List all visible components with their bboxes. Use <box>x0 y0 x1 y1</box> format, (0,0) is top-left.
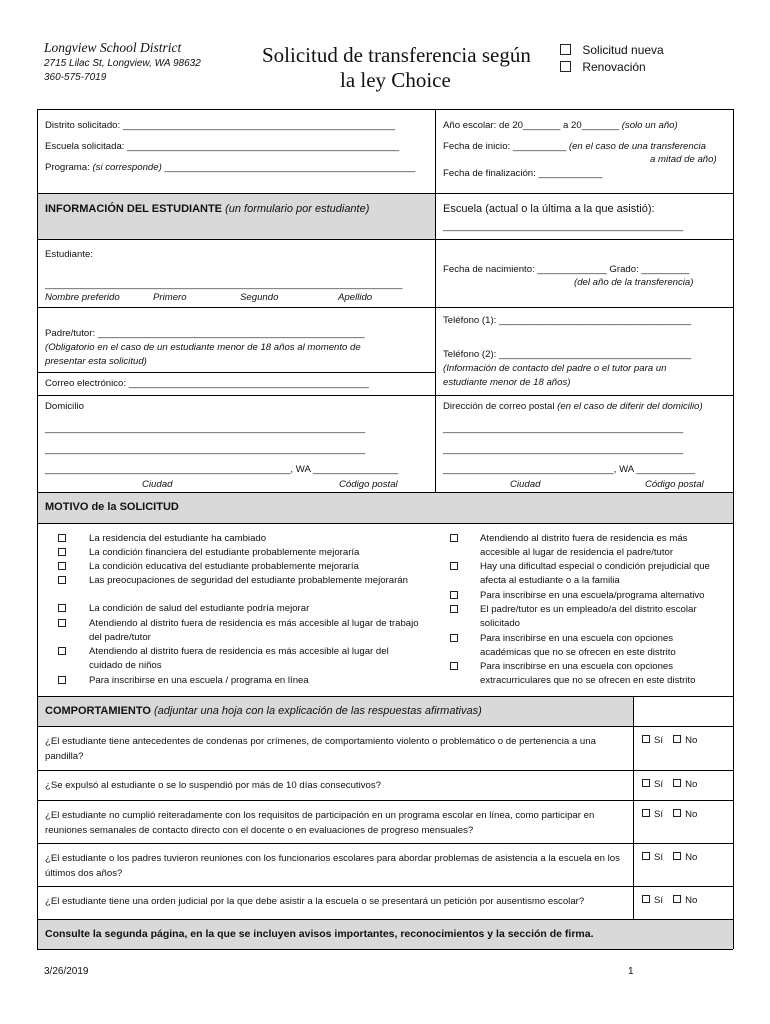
student-heading-bg <box>37 193 435 239</box>
district-address: 2715 Lilac St, Longview, WA 98632 <box>44 58 201 69</box>
mail-line1-field[interactable]: _____________________________________________ <box>443 423 684 434</box>
email-field[interactable]: Correo electrónico: _____________________________________________ <box>45 378 369 389</box>
yes-checkbox[interactable] <box>642 809 650 817</box>
guardian-note1: (Obligatorio en el caso de un estudiante menor de 18 años al momento de <box>45 342 361 353</box>
reason-left-item-label: La residencia del estudiante ha cambiado <box>89 533 267 544</box>
reason-right-item-checkbox[interactable] <box>450 534 458 542</box>
checkbox-renewal[interactable] <box>560 61 571 72</box>
yes-label: Sí <box>654 852 664 863</box>
program-note: (si corresponde) <box>92 162 162 173</box>
mail-label-text: Dirección de correo postal <box>443 401 555 412</box>
behavior-question: ¿El estudiante tiene una orden judicial por la que debe asistir a la escuela o se presentará un petición por ausentismo escolar? <box>45 896 585 907</box>
yes-label: Sí <box>654 735 664 746</box>
yes-checkbox[interactable] <box>642 735 650 743</box>
start-date-field[interactable] <box>443 141 706 152</box>
yes-label: Sí <box>654 895 664 906</box>
student-heading-title: INFORMACIÓN DEL ESTUDIANTE <box>45 203 223 215</box>
yes-label: Sí <box>654 809 664 820</box>
student-name-field[interactable]: ___________________________________________________________________ <box>45 279 403 290</box>
phone-note2: estudiante menor de 18 años) <box>443 377 571 388</box>
yes-no-options <box>642 895 697 906</box>
mail-city-zip-field[interactable]: ________________________________, WA ___________ <box>443 464 695 475</box>
yes-checkbox[interactable] <box>642 779 650 787</box>
school-requested-field[interactable]: Escuela solicitada: ___________________________________________________ <box>45 141 400 152</box>
form-title-line1: Solicitud de transferencia según <box>262 43 531 67</box>
district-name: Longview School District <box>44 40 182 55</box>
no-label: No <box>685 779 698 790</box>
page-number: 1 <box>628 966 634 977</box>
reason-right-item-label: Para inscribirse en una escuela/programa alternativo <box>480 590 705 601</box>
reason-left-item-label: Atendiendo al distrito fuera de residencia es más accesible al lugar de trabajo del padre/tutor <box>89 618 419 644</box>
address-city-caption: Ciudad <box>142 479 173 490</box>
student-label: Estudiante: <box>45 249 94 260</box>
no-label: No <box>685 852 698 863</box>
address-city-zip-field[interactable]: ______________________________________________, WA ________________ <box>45 464 399 475</box>
reason-heading: MOTIVO de la SOLICITUD <box>45 501 179 513</box>
behavior-question: ¿El estudiante o los padres tuvieron reuniones con los funcionarios escolares para abordar problemas de asistencia a la escuela en los últimos dos años? <box>45 853 620 879</box>
reason-right-item-checkbox[interactable] <box>450 591 458 599</box>
school-year-label: Año escolar: de 20_______ a 20_______ <box>443 120 620 131</box>
district-phone: 360-575-7019 <box>44 72 107 83</box>
behavior-heading-note: (adjuntar una hoja con la explicación de las respuestas afirmativas) <box>154 705 482 717</box>
end-date-field[interactable]: Fecha de finalización: ____________ <box>443 168 603 179</box>
start-date-label: Fecha de inicio: __________ <box>443 141 567 152</box>
reason-left-item-checkbox[interactable] <box>58 619 66 627</box>
reason-left-item-label: La condición financiera del estudiante probablemente mejoraría <box>89 547 360 558</box>
option-new[interactable] <box>560 43 664 57</box>
checkbox-new[interactable] <box>560 44 571 55</box>
school-year-field[interactable] <box>443 120 678 131</box>
reason-left-item-label: Las preocupaciones de seguridad del estudiante probablemente mejorarán <box>89 575 408 586</box>
name-preferred-caption: Nombre preferido <box>45 292 120 303</box>
phone2-field[interactable]: Teléfono (2): ____________________________________ <box>443 349 692 360</box>
no-label: No <box>685 895 698 906</box>
reason-right-item-label: Hay una dificultad especial o condición prejudicial que afecta al estudiante o a la familia <box>480 561 710 587</box>
yes-checkbox[interactable] <box>642 852 650 860</box>
reason-left-item-checkbox[interactable] <box>58 548 66 556</box>
birth-grade-note: (del año de la transferencia) <box>574 277 694 288</box>
school-attended-field[interactable]: _____________________________________________ <box>443 221 684 232</box>
option-renewal-label: Renovación <box>582 60 646 74</box>
guardian-field[interactable]: Padre/tutor: __________________________________________________ <box>45 328 365 339</box>
behavior-question: ¿El estudiante tiene antecedentes de condenas por crímenes, de comportamiento violento o problemático o de pertenencia a una pandilla? <box>45 736 596 762</box>
reason-left-item-label: La condición educativa del estudiante probablemente mejoraría <box>89 561 359 572</box>
mail-label-note: (en el caso de diferir del domicilio) <box>557 401 703 412</box>
reason-left-item-checkbox[interactable] <box>58 647 66 655</box>
reason-left-item-label: Atendiendo al distrito fuera de residencia es más accesible al lugar del cuidado de niños <box>89 646 389 672</box>
reason-right-item-label: Para inscribirse en una escuela con opciones extracurriculares que no se ofrecen en este distrito <box>480 661 696 687</box>
reason-left-item-checkbox[interactable] <box>58 562 66 570</box>
program-label: Programa: <box>45 162 90 173</box>
yes-no-options <box>642 809 697 820</box>
school-attended-label: Escuela (actual o la última a la que asistió): <box>443 203 655 215</box>
mail-label <box>443 401 703 412</box>
reason-left-item-checkbox[interactable] <box>58 676 66 684</box>
yes-checkbox[interactable] <box>642 895 650 903</box>
reason-right-item-label: Para inscribirse en una escuela con opciones académicas que no se ofrecen en este distrito <box>480 633 676 659</box>
address-label: Domicilio <box>45 401 84 412</box>
start-date-note2: a mitad de año) <box>650 154 717 165</box>
no-checkbox[interactable] <box>673 809 681 817</box>
address-line1-field[interactable]: ____________________________________________________________ <box>45 423 366 434</box>
reason-left-item-checkbox[interactable] <box>58 534 66 542</box>
program-field[interactable] <box>45 162 415 173</box>
district-requested-field[interactable]: Distrito solicitado: ___________________________________________________ <box>45 120 395 131</box>
reason-left-item-checkbox[interactable] <box>58 604 66 612</box>
student-heading-note: (un formulario por estudiante) <box>225 203 370 215</box>
yes-label: Sí <box>654 779 664 790</box>
yes-no-options <box>642 852 697 863</box>
mail-line2-field[interactable]: _____________________________________________ <box>443 444 684 455</box>
behavior-heading <box>45 705 482 717</box>
behavior-heading-title: COMPORTAMIENTO <box>45 705 151 717</box>
mail-zip-caption: Código postal <box>645 479 704 490</box>
behavior-question: ¿Se expulsó al estudiante o se lo suspendió por más de 10 días consecutivos? <box>45 780 381 791</box>
reason-right-item-checkbox[interactable] <box>450 662 458 670</box>
behavior-question: ¿El estudiante no cumplió reiteradamente con los requisitos de participación en un programa escolar en línea, como participar en reuniones semanales de contacto directo con el docente o en evaluaciones de progreso mensuales? <box>45 810 595 836</box>
reason-right-item-checkbox[interactable] <box>450 605 458 613</box>
birth-grade-field[interactable]: Fecha de nacimiento: _____________ Grado: _________ <box>443 264 690 275</box>
school-year-note: (solo un año) <box>621 120 678 131</box>
address-line2-field[interactable]: ____________________________________________________________ <box>45 444 366 455</box>
no-label: No <box>685 809 698 820</box>
start-date-note1: (en el caso de una transferencia <box>568 141 706 152</box>
reason-right-item-label: Atendiendo al distrito fuera de residencia es más accesible al lugar de residencia el padre/tutor <box>480 533 688 559</box>
option-renewal[interactable] <box>560 60 646 74</box>
reason-left-item-label: Para inscribirse en una escuela / programa en línea <box>89 675 309 686</box>
yes-no-options <box>642 735 697 746</box>
guardian-note2: presentar esta solicitud) <box>45 356 147 367</box>
address-zip-caption: Código postal <box>339 479 398 490</box>
mail-city-caption: Ciudad <box>510 479 541 490</box>
name-first-caption: Primero <box>153 292 187 303</box>
footer-note: Consulte la segunda página, en la que se incluyen avisos importantes, reconocimientos y la sección de firma. <box>45 928 594 940</box>
option-new-label: Solicitud nueva <box>582 43 664 57</box>
phone1-field[interactable]: Teléfono (1): ____________________________________ <box>443 315 692 326</box>
reason-right-item-label: El padre/tutor es un empleado/a del distrito escolar solicitado <box>480 604 697 630</box>
program-line: _______________________________________________ <box>164 162 416 173</box>
yes-no-options <box>642 779 697 790</box>
reason-right-item-checkbox[interactable] <box>450 634 458 642</box>
reason-left-item-checkbox[interactable] <box>58 576 66 584</box>
student-heading <box>45 203 369 215</box>
footer-date: 3/26/2019 <box>44 966 89 977</box>
no-label: No <box>685 735 698 746</box>
no-checkbox[interactable] <box>673 779 681 787</box>
no-checkbox[interactable] <box>673 895 681 903</box>
name-second-caption: Segundo <box>240 292 279 303</box>
name-last-caption: Apellido <box>338 292 373 303</box>
form-title-line2: la ley Choice <box>340 68 451 92</box>
no-checkbox[interactable] <box>673 852 681 860</box>
phone-note1: (Información de contacto del padre o el tutor para un <box>443 363 667 374</box>
no-checkbox[interactable] <box>673 735 681 743</box>
reason-right-item-checkbox[interactable] <box>450 562 458 570</box>
reason-left-item-label: La condición de salud del estudiante podría mejorar <box>89 603 310 614</box>
